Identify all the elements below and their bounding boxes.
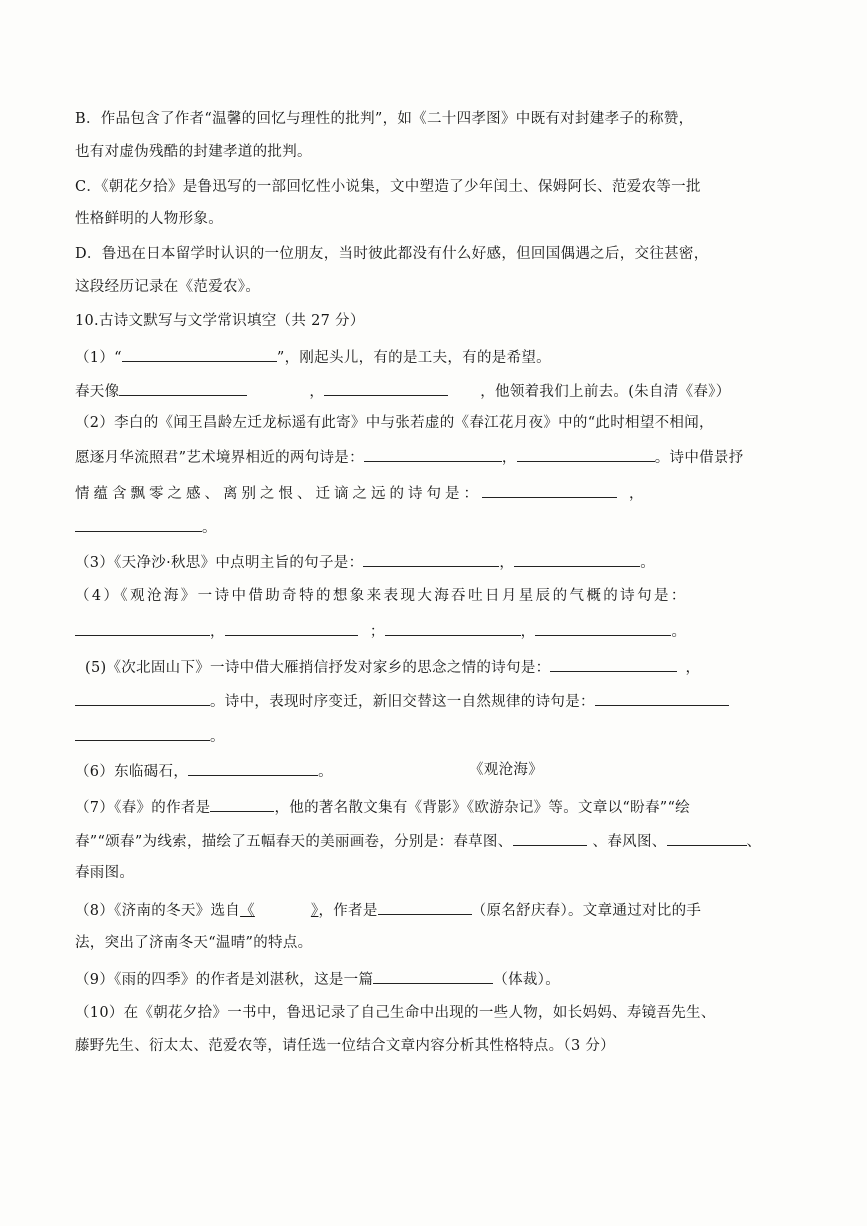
q7-line2-start: 春”“颂春”为线索，描绘了五幅春天的美丽画卷，分别是：春草图、	[75, 834, 513, 850]
q3-blank-2[interactable]	[514, 551, 640, 567]
q5-line2-mid: 。诗中，表现时序变迁，新旧交替这一自然规律的诗句是：	[210, 694, 595, 710]
q2-line2-end: 。诗中借景抒	[654, 450, 744, 466]
q3-line	[75, 551, 655, 573]
q4-blank-1[interactable]	[75, 620, 210, 636]
q4-blank-2[interactable]	[225, 620, 358, 636]
q6-source: 《观沧海》	[469, 762, 543, 778]
q2-line3-end: ，	[629, 486, 644, 502]
q2-line4-end: 。	[202, 520, 217, 536]
q9-line	[75, 968, 560, 990]
q4-line1-text: （4）《观沧海》一诗中借助奇特的想象来表现大海吞吐日月星辰的气概的诗句是：	[75, 588, 688, 604]
q1-number: （1）	[75, 350, 115, 366]
q2-line2	[75, 446, 744, 468]
q4-comma-1: ，	[210, 624, 225, 640]
q2-blank-2[interactable]	[517, 446, 655, 462]
q4-blank-3[interactable]	[385, 620, 521, 636]
q7-line1	[75, 796, 690, 818]
q8-book-blank[interactable]	[240, 903, 318, 919]
q7-line2	[75, 830, 761, 852]
q2-line4	[75, 516, 217, 538]
q7-blank-1[interactable]	[210, 796, 274, 812]
q4-comma-2: ，	[520, 624, 536, 640]
q10-line2: 藤野先生、衍太太、范爱农等，请任选一位结合文章内容分析其性格特点。（3 分）	[75, 1038, 615, 1054]
q5-line1-end: ，	[685, 660, 701, 676]
q2-line2-start: 愿逐月华流照君”艺术境界相近的两句诗是：	[75, 450, 364, 466]
q2-blank-3[interactable]	[482, 482, 617, 498]
q6-end: 。	[318, 764, 333, 780]
q1-line1	[75, 346, 551, 368]
q3-comma: ，	[499, 555, 515, 571]
q7-line2-mid: 、春风图、	[592, 834, 667, 850]
q7-line1-start: （7）《春》的作者是	[75, 800, 211, 816]
q1-comma: ，	[309, 384, 325, 400]
q4-blank-4[interactable]	[535, 620, 671, 636]
q8-blank-author[interactable]	[378, 899, 472, 915]
q4-semicolon: ；	[369, 624, 385, 640]
q1-line2-start: 春天像	[75, 384, 120, 400]
q6-line	[75, 760, 333, 782]
option-b-line1: B．作品包含了作者“温馨的回忆与理性的批判”，如《二十四孝图》中既有对封建孝子的称赞，	[75, 111, 694, 127]
q4-end: 。	[671, 624, 687, 640]
q5-line3	[75, 725, 225, 747]
option-d-line1: D．鲁迅在日本留学时认识的一位朋友，当时彼此都没有什么好感，但回国偶遇之后，交往甚密，	[75, 246, 709, 262]
q4-line1	[75, 586, 688, 606]
q8-end: （原名舒庆春）。文章通过对比的手	[471, 903, 702, 919]
q9-start: （9）《雨的四季》的作者是刘湛秋，这是一篇	[75, 972, 374, 988]
option-b-line2: 也有对虚伪残酷的封建孝道的批判。	[75, 144, 312, 160]
q8-mid: ，作者是	[318, 903, 378, 919]
q7-blank-3[interactable]	[667, 830, 747, 846]
q5-blank-1[interactable]	[550, 656, 677, 672]
option-c-line1: C．《朝花夕拾》是鲁迅写的一部回忆性小说集，文中塑造了少年闰土、保姆阿长、范爱农等一批	[75, 179, 701, 195]
q5-blank-4[interactable]	[75, 725, 210, 741]
q1-blank-3[interactable]	[324, 380, 448, 396]
q1-open-quote: “	[114, 350, 122, 366]
option-d-line2: 这段经历记录在《范爱农》。	[75, 279, 261, 295]
q2-line3	[75, 482, 644, 504]
q8-start: （8）《济南的冬天》选自	[75, 903, 241, 919]
q7-blank-2[interactable]	[513, 830, 587, 846]
q1-blank-2[interactable]	[119, 380, 247, 396]
q9-blank[interactable]	[373, 968, 493, 984]
q8-line2: 法，突出了济南冬天“温晴”的特点。	[75, 935, 313, 951]
q4-line2	[75, 620, 686, 642]
q6-start: （6）东临碣石，	[75, 764, 189, 780]
q3-blank-1[interactable]	[363, 551, 499, 567]
q2-comma: ，	[501, 450, 517, 466]
q10-line1: （10）在《朝花夕拾》一书中，鲁迅记录了自己生命中出现的一些人物，如长妈妈、寿镜吾先生、	[75, 1005, 716, 1021]
q6-blank[interactable]	[188, 760, 318, 776]
q5-line1	[85, 656, 700, 678]
q8-book-close: 》	[310, 903, 319, 919]
question-10-title: 10.古诗文默写与文学常识填空（共 27 分）	[75, 313, 365, 329]
q5-line1-start: (5)《次北固山下》一诗中借大雁捎信抒发对家乡的思念之情的诗句是：	[85, 660, 551, 676]
q8-book-open: 《	[240, 903, 255, 919]
q8-line1	[75, 899, 701, 921]
q2-blank-4[interactable]	[75, 516, 202, 532]
q7-line3: 春雨图。	[75, 865, 135, 881]
q7-line2-end: 、	[746, 834, 762, 850]
q9-end: （体裁）。	[493, 972, 561, 988]
q1-line2-end: ，他领着我们上前去。(朱自清《春》）	[480, 384, 731, 400]
q1-line2	[75, 380, 731, 402]
option-c-line2: 性格鲜明的人物形象。	[75, 211, 223, 227]
q2-line1: （2）李白的《闻王昌龄左迁龙标遥有此寄》中与张若虚的《春江花月夜》中的“此时相望不相闻，	[75, 415, 714, 431]
q5-line2	[75, 690, 729, 712]
q5-blank-3[interactable]	[595, 690, 729, 706]
q7-line1-end: ，他的著名散文集有《背影》《欧游杂记》等。文章以“盼春”“绘	[274, 800, 690, 816]
q2-blank-1[interactable]	[364, 446, 502, 462]
q3-start: （3）《天净沙·秋思》中点明主旨的句子是：	[75, 555, 364, 571]
q3-end: 。	[640, 555, 656, 571]
q1-after-blank: ”，刚起头儿，有的是工夫，有的是希望。	[276, 350, 551, 366]
q1-blank-1[interactable]	[122, 346, 277, 362]
q5-line3-end: 。	[210, 729, 225, 745]
q5-blank-2[interactable]	[75, 690, 210, 706]
q2-line3-start: 情蕴含飘零之感、离别之恨、迁谪之远的诗句是：	[75, 486, 482, 502]
